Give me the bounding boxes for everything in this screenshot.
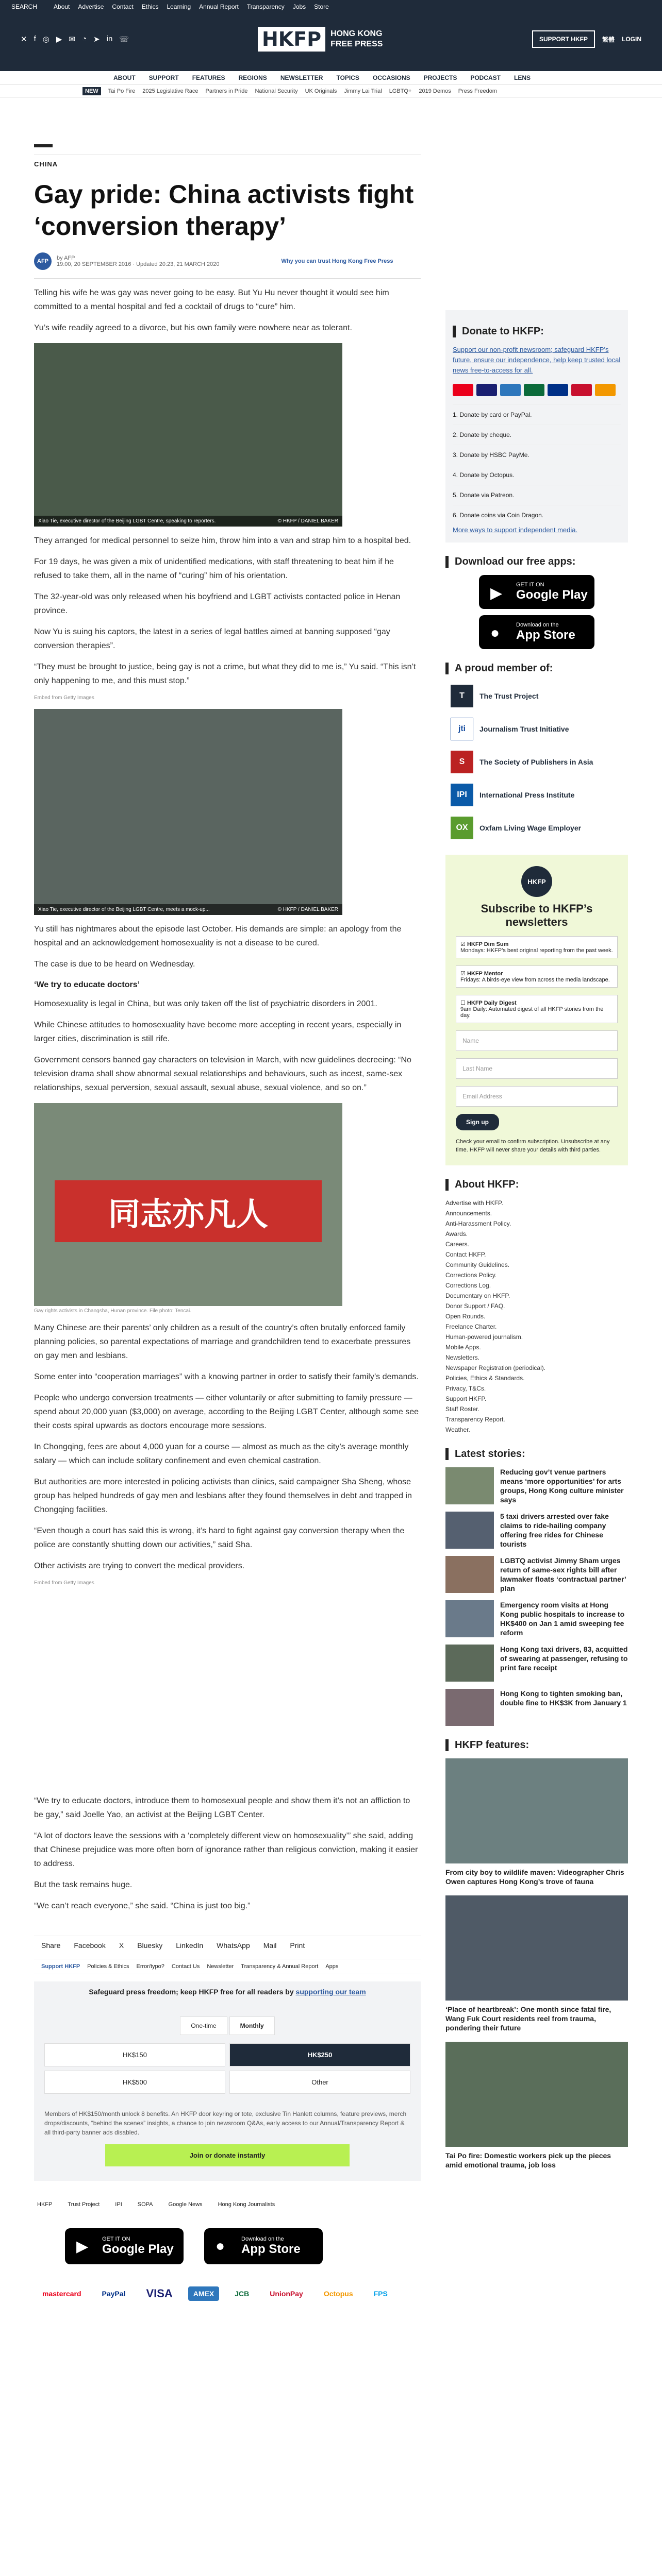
amount-options: [44, 2043, 410, 2094]
article-paragraph: They arranged for medical personnel to seize him, throw him into a van and strap him to a hospital bed.: [34, 536, 411, 545]
amount-option-selected[interactable]: HK$250: [229, 2043, 410, 2066]
language-toggle[interactable]: 繁體: [602, 36, 615, 43]
apps-title: Download our free apps:: [445, 556, 628, 568]
about-link[interactable]: Human-powered journalism.: [445, 1333, 523, 1341]
article-paragraph: “They must be brought to justice, being gay is not a crime, but what they did to me is,” Yu said. “This isn’t only happening to me, and this must stop.”: [34, 663, 416, 685]
rss-icon[interactable]: ◔: [81, 35, 87, 43]
article-paragraph: Government censors banned gay characters on television in March, with new guidelines decreeing: “No television drama shall show abnormal sexual relationships and behaviours, such as incest, same-sex relationships, sexual perversion, sexual assault, sexual abuse, sexual violence, and so on.”: [34, 1056, 411, 1092]
article-paragraph: People who undergo conversion treatments — either voluntarily or after submitting to family pressure — spend about 20,000 yuan ($3,000) on average, according to the Beijing LGBT Center, although some see their costs spiral upwards as doctors encourage more sessions.: [34, 1394, 419, 1430]
article-paragraph: While Chinese attitudes to homosexuality have become more accepting in recent years, especially in larger cities, discrimination is still rife.: [34, 1021, 402, 1043]
checkbox-icon[interactable]: ☐: [460, 1000, 466, 1006]
facebook-icon[interactable]: f: [34, 35, 36, 43]
frequency-monthly[interactable]: Monthly: [229, 2016, 275, 2035]
payment-logos: [34, 2284, 421, 2303]
member-title: A proud member of:: [445, 663, 628, 674]
newsletter-title: Subscribe to HKFP’s newsletters: [481, 902, 593, 928]
whatsapp-icon[interactable]: ☏: [119, 35, 129, 44]
amount-option[interactable]: HK$500: [44, 2071, 225, 2094]
about-link[interactable]: Community Guidelines.: [445, 1261, 510, 1268]
apps-link[interactable]: Apps: [325, 1963, 339, 1970]
member-trust-project[interactable]: T The Trust Project: [451, 685, 623, 707]
amex-logo: AMEX: [188, 2286, 219, 2301]
article-paragraph: “We can’t reach everyone,” she said. “China is just too big.”: [34, 1902, 251, 1910]
newsletter-option[interactable]: ☐ HKFP Daily Digest 9am Daily: Automated digest of all HKFP stories from the day.: [456, 995, 618, 1023]
badge[interactable]: Google News: [168, 2201, 203, 2208]
nav-lens[interactable]: LENS: [514, 74, 531, 81]
article-paragraph: Yu still has nightmares about the episode last October. His demands are simple: an apology from the hospital and an acknowledgement homosexuality is not a disease to be cured.: [34, 925, 402, 947]
support-hkfp-link[interactable]: Support HKFP: [41, 1963, 80, 1970]
trending-link[interactable]: Partners in Pride: [205, 88, 248, 94]
article: [34, 98, 421, 2303]
main-nav: [0, 71, 662, 84]
google-play-icon: ▶: [490, 585, 503, 602]
nav-support[interactable]: SUPPORT: [148, 74, 179, 81]
top-link-store[interactable]: Store: [314, 3, 329, 10]
email-input[interactable]: Email Address: [456, 1086, 618, 1107]
about-link[interactable]: Support HKFP.: [445, 1395, 487, 1402]
protest-banner: 同志亦凡人: [55, 1180, 322, 1242]
share-facebook[interactable]: Facebook: [74, 1941, 106, 1950]
newsletter-option[interactable]: ☑ HKFP Mentor Fridays: A birds-eye view from across the media landscape.: [456, 965, 618, 988]
card-logo: [571, 384, 592, 396]
donate-widget: [445, 310, 628, 543]
article-paragraph: Many Chinese are their parents’ only children as a result of the country’s often brutally enforced family planning policies, so parental expectations of marriage and grandchildren tend to exacerbate pressures on gay men and lesbians.: [34, 1324, 411, 1360]
share-x[interactable]: X: [119, 1941, 124, 1950]
card-logo: [476, 384, 497, 396]
about-link[interactable]: Staff Roster.: [445, 1405, 479, 1413]
article-paragraph: But authorities are more interested in policing activists than clinics, said campaigner Sha Sheng, whose group has helped hundreds of gay men and lesbians after they found themselves in debt and trapped in Chongqing facilities.: [34, 1478, 412, 1514]
top-link-transparency[interactable]: Transparency: [246, 3, 285, 10]
article-category[interactable]: CHINA: [34, 155, 421, 168]
getty-embed-label: Embed from Getty Images: [34, 1580, 94, 1586]
about-link[interactable]: Documentary on HKFP.: [445, 1292, 510, 1299]
about-link[interactable]: Contact HKFP.: [445, 1251, 486, 1258]
story-thumbnail[interactable]: [445, 1689, 494, 1726]
latest-story[interactable]: Emergency room visits at Hong Kong public hospitals to increase to HK$400 on Jan 1 amid sweeping fee reform: [445, 1600, 628, 1637]
article-paragraph: “Even though a court has said this is wrong, it’s hard to fight against gay conversion therapy when the police are constantly shutting down our activities,” said Sha.: [34, 1527, 405, 1549]
nav-topics[interactable]: TOPICS: [336, 74, 359, 81]
card-logo: [595, 384, 616, 396]
about-link[interactable]: Mobile Apps.: [445, 1344, 481, 1351]
donate-option[interactable]: 6. Donate coins via Coin Dragon.: [453, 505, 621, 525]
twitter-icon[interactable]: ✕: [21, 35, 27, 44]
author-name[interactable]: by AFP: [57, 255, 75, 261]
feature-image[interactable]: [445, 1895, 628, 2001]
share-bluesky[interactable]: Bluesky: [137, 1941, 163, 1950]
article-photo[interactable]: [34, 709, 342, 915]
donate-option[interactable]: 1. Donate by card or PayPal.: [453, 404, 621, 425]
google-play-icon: ▶: [76, 2238, 89, 2255]
feature-story[interactable]: Tai Po fire: Domestic workers pick up the pieces amid emotional trauma, job loss: [445, 2042, 628, 2170]
byline: [34, 252, 421, 270]
donate-banner-link[interactable]: supporting our team: [295, 1988, 366, 1996]
donate-title: Donate to HKFP:: [453, 326, 621, 337]
nav-about[interactable]: ABOUT: [113, 74, 136, 81]
sidebar-google-play-button[interactable]: ▶ GET IT ON Google Play: [479, 575, 594, 609]
amount-option[interactable]: HK$150: [44, 2043, 225, 2066]
about-list: [445, 1198, 628, 1435]
trending-new-badge: NEW: [82, 87, 101, 95]
latest-story[interactable]: Reducing gov’t venue partners means ‘more opportunities’ for arts groups, Hong Kong culture minister says: [445, 1467, 628, 1504]
latest-story[interactable]: 5 taxi drivers arrested over fake claims to ride-hailing company offering free rides for Chinese tourists: [445, 1512, 628, 1549]
article-paragraph: “We try to educate doctors, introduce them to homosexual people and show them it’s not an affliction to be gay,” said Joelle Yao, an activist at the Beijing LGBT Center.: [34, 1797, 410, 1819]
story-thumbnail[interactable]: [445, 1556, 494, 1593]
top-link-about[interactable]: About: [54, 3, 70, 10]
feature-image[interactable]: [445, 1758, 628, 1863]
share-bar: [34, 1936, 421, 1955]
about-link[interactable]: Anti-Harassment Policy.: [445, 1220, 511, 1227]
jti-icon: jti: [451, 718, 473, 740]
newsletter-option[interactable]: ☑ HKFP Dim Sum Mondays: HKFP’s best original reporting from the past week.: [456, 936, 618, 958]
octopus-logo: Octopus: [323, 2290, 353, 2298]
sidebar-app-store-button[interactable]: ● Download on the App Store: [479, 615, 594, 649]
trending-link[interactable]: 2019 Demos: [419, 88, 451, 94]
youtube-icon[interactable]: ▶: [56, 35, 62, 44]
logo-tag-line-2: FREE PRESS: [330, 40, 383, 48]
nav-features[interactable]: FEATURES: [192, 74, 225, 81]
feature-story[interactable]: From city boy to wildlife maven: Videographer Chris Owen captures Hong Kong’s trove of fauna: [445, 1758, 628, 1886]
footer-badges: [34, 2201, 421, 2208]
site-header: [0, 0, 662, 71]
story-thumbnail[interactable]: [445, 1645, 494, 1682]
logo-mark: HKFP: [258, 27, 325, 52]
trending-link[interactable]: Press Freedom: [458, 88, 497, 94]
badge[interactable]: SOPA: [137, 2201, 153, 2208]
more-ways-link[interactable]: More ways to support independent media.: [453, 526, 578, 534]
trending-link[interactable]: Jimmy Lai Trial: [344, 88, 382, 94]
about-link[interactable]: Careers.: [445, 1241, 470, 1248]
frequency-one-time[interactable]: One-time: [180, 2016, 227, 2035]
badge[interactable]: HKFP: [37, 2201, 53, 2208]
share-print[interactable]: Print: [290, 1941, 305, 1950]
top-link-contact[interactable]: Contact: [112, 3, 134, 10]
latest-story[interactable]: LGBTQ activist Jimmy Sham urges return of same-sex rights bill after lawmaker floats ‘contractual partner’ plan: [445, 1556, 628, 1593]
share-label: Share: [41, 1941, 61, 1950]
latest-story[interactable]: Hong Kong taxi drivers, 83, acquitted of swearing at passenger, refusing to print fare receipt: [445, 1645, 628, 1682]
newsletter-note: Check your email to confirm subscription. Unsubscribe at any time. HKFP will never share your details with third parties.: [456, 1139, 610, 1153]
oxfam-icon: OX: [451, 817, 473, 839]
badge[interactable]: Trust Project: [68, 2201, 100, 2208]
transparency-link[interactable]: Transparency & Annual Report: [241, 1963, 319, 1970]
top-link-jobs[interactable]: Jobs: [292, 3, 306, 10]
member-oxfam[interactable]: OX Oxfam Living Wage Employer: [451, 817, 623, 839]
article-paragraph: Other activists are trying to convert the medical providers.: [34, 1562, 245, 1570]
amount-option-other[interactable]: Other: [229, 2071, 410, 2094]
article-paragraph: Some enter into “cooperation marriages” with a knowing partner in order to satisfy their family’s demands.: [34, 1372, 419, 1381]
policies-link[interactable]: Policies & Ethics: [87, 1963, 129, 1970]
sidebar: [445, 98, 628, 2303]
visa-logo: VISA: [146, 2287, 173, 2300]
donate-options: [453, 404, 621, 525]
checkbox-icon[interactable]: ☑: [460, 941, 466, 947]
photo-caption: Gay rights activists in Changsha, Hunan province. File photo: Tencai.: [34, 1308, 191, 1314]
about-link[interactable]: Donor Support / FAQ.: [445, 1302, 505, 1310]
instagram-icon[interactable]: ◎: [42, 35, 49, 44]
site-logo[interactable]: [258, 27, 383, 52]
trending-link[interactable]: UK Originals: [305, 88, 337, 94]
article-paragraph: The case is due to be heard on Wednesday.: [34, 960, 195, 969]
newsletter-widget: [445, 855, 628, 1165]
nav-newsletter[interactable]: NEWSLETTER: [280, 74, 323, 81]
app-store-button[interactable]: ● Download on the App Store: [204, 2228, 323, 2264]
top-link-advertise[interactable]: Advertise: [78, 3, 104, 10]
trust-link[interactable]: Why you can trust Hong Kong Free Press: [281, 258, 393, 264]
getty-embed-label: Embed from Getty Images: [34, 695, 94, 701]
support-hkfp-button[interactable]: SUPPORT HKFP: [532, 30, 595, 48]
logo-tagline: [330, 29, 383, 49]
article-photo[interactable]: [34, 1103, 342, 1306]
donate-banner-text: Safeguard press freedom; keep HKFP free for all readers by: [89, 1988, 294, 1996]
mail-icon[interactable]: ✉: [69, 35, 75, 44]
article-paragraph: Telling his wife he was gay was never going to be easy. But Yu Hu never thought it would see him committed to a mental hospital and fed a cocktail of drugs to “cure” him.: [34, 289, 389, 311]
google-play-button[interactable]: ▶ GET IT ON Google Play: [65, 2228, 184, 2264]
last-name-input[interactable]: Last Name: [456, 1058, 618, 1079]
photo-credit: © HKFP / DANIEL BAKER: [277, 907, 338, 912]
card-logo: [524, 384, 544, 396]
apple-icon: ●: [490, 624, 500, 641]
title-rule: [34, 144, 53, 147]
about-link[interactable]: Announcements.: [445, 1210, 492, 1217]
article-paragraph: The 32-year-old was only released when his boyfriend and LGBT activists contacted police in Henan province.: [34, 592, 401, 615]
donate-option[interactable]: 4. Donate by Octopus.: [453, 465, 621, 485]
features-title: HKFP features:: [445, 1739, 628, 1751]
article-title: Gay pride: China activists fight ‘conversion therapy’: [34, 180, 414, 241]
photo-caption: Xiao Tie, executive director of the Beijing LGBT Centre, speaking to reporters.: [38, 518, 216, 524]
top-link-ethics[interactable]: Ethics: [141, 3, 159, 10]
checkbox-icon[interactable]: ☑: [460, 971, 466, 977]
member-ipi[interactable]: IPI International Press Institute: [451, 784, 623, 806]
article-paragraph: In Chongqing, fees are about 4,000 yuan for a course — almost as much as the city’s average monthly salary — which can include solitary confinement and even chemical castration.: [34, 1443, 409, 1465]
member-sopa[interactable]: S The Society of Publishers in Asia: [451, 751, 623, 773]
logo-tag-line-1: HONG KONG: [330, 29, 383, 38]
about-link[interactable]: Transparency Report.: [445, 1416, 505, 1423]
about-link[interactable]: Corrections Policy.: [445, 1272, 497, 1279]
search-link[interactable]: SEARCH: [11, 3, 38, 10]
nav-projects[interactable]: PROJECTS: [423, 74, 457, 81]
article-subheading: ‘We try to educate doctors’: [34, 980, 140, 989]
about-link[interactable]: Corrections Log.: [445, 1282, 491, 1289]
photo-credit: © HKFP / DANIEL BAKER: [277, 518, 338, 524]
error-link[interactable]: Error/typo?: [136, 1963, 164, 1970]
frequency-toggle: [44, 2016, 410, 2035]
card-logo: [548, 384, 568, 396]
top-link-learning[interactable]: Learning: [167, 3, 191, 10]
about-link[interactable]: Open Rounds.: [445, 1313, 486, 1320]
support-links: [34, 1959, 421, 1974]
about-link[interactable]: Weather.: [445, 1426, 470, 1433]
article-dates: 19:00, 20 SEPTEMBER 2016 · Updated 20:23, 21 MARCH 2020: [57, 261, 220, 267]
footer-app-stores: [34, 2228, 421, 2264]
name-input[interactable]: Name: [456, 1030, 618, 1051]
newsletter-logo: HKFP: [521, 866, 552, 897]
membership-benefits: Members of HK$150/month unlock 8 benefits. An HKFP door keyring or tote, exclusive Tin Hanlett columns, feature previews, merch drops/discounts, “behind the scenes” insights, a chance to join newsroom Q&As, early access to our Annual/Transparency Report & all third-party banner ads disabled.: [44, 2110, 407, 2136]
trending-link[interactable]: 2025 Legislative Race: [142, 88, 198, 94]
card-logo: [453, 384, 473, 396]
article-paragraph: Yu’s wife readily agreed to a divorce, but his own family were nowhere near as tolerant.: [34, 324, 352, 332]
story-thumbnail[interactable]: [445, 1467, 494, 1504]
badge[interactable]: IPI: [115, 2201, 122, 2208]
badge[interactable]: Hong Kong Journalists: [218, 2201, 275, 2208]
signup-button[interactable]: Sign up: [456, 1114, 499, 1130]
mastercard-logo: mastercard: [42, 2290, 81, 2298]
ipi-icon: IPI: [451, 784, 473, 806]
top-links: [54, 3, 329, 10]
share-whatsapp[interactable]: WhatsApp: [217, 1941, 250, 1950]
story-thumbnail[interactable]: [445, 1600, 494, 1637]
about-link[interactable]: Freelance Charter.: [445, 1323, 497, 1330]
author-avatar[interactable]: AFP: [34, 252, 52, 270]
join-donate-button[interactable]: Join or donate instantly: [105, 2144, 350, 2166]
share-linkedin[interactable]: LinkedIn: [176, 1941, 204, 1950]
article-paragraph: Now Yu is suing his captors, the latest in a series of legal battles aimed at banning supposed “gay conversion therapies”.: [34, 628, 390, 650]
trending-bar: [0, 84, 662, 98]
donate-banner: [34, 1981, 421, 2181]
share-mail[interactable]: Mail: [263, 1941, 277, 1950]
article-paragraph: “A lot of doctors leave the sessions with a ‘completely different view on homosexuality’” she said, adding that Chinese prejudice was more often born of ignorance rather than religious conviction, making it easier to address.: [34, 1832, 418, 1868]
fps-logo: FPS: [373, 2290, 388, 2298]
member-jti[interactable]: jti Journalism Trust Initiative: [451, 718, 623, 740]
sopa-icon: S: [451, 751, 473, 773]
newsletter-link[interactable]: Newsletter: [207, 1963, 234, 1970]
donate-option[interactable]: 2. Donate by cheque.: [453, 425, 621, 445]
card-logo: [500, 384, 521, 396]
trending-link[interactable]: Tai Po Fire: [108, 88, 136, 94]
article-photo[interactable]: [34, 343, 342, 527]
donate-banner-heading: [44, 1988, 410, 1996]
nav-regions[interactable]: REGIONS: [238, 74, 267, 81]
social-icons: [21, 35, 217, 44]
feature-image[interactable]: [445, 2042, 628, 2147]
about-title: About HKFP:: [445, 1179, 628, 1191]
donate-description-link[interactable]: Support our non-profit newsroom; safeguard HKFP’s future, ensure our independence, help keep trusted local news free-to-access for all.: [453, 346, 621, 374]
jcb-logo: JCB: [235, 2290, 250, 2298]
about-link[interactable]: Newspaper Registration (periodical).: [445, 1364, 546, 1371]
paypal-logo: PayPal: [102, 2290, 126, 2298]
card-logos: [453, 384, 621, 396]
unionpay-logo: UnionPay: [270, 2290, 303, 2298]
donate-option[interactable]: 5. Donate via Patreon.: [453, 485, 621, 505]
about-link[interactable]: Awards.: [445, 1230, 468, 1238]
nav-podcast[interactable]: PODCAST: [470, 74, 501, 81]
telegram-icon[interactable]: ➤: [93, 35, 100, 44]
login-link[interactable]: LOGIN: [622, 36, 641, 43]
trust-project-icon: T: [451, 685, 473, 707]
nav-occasions[interactable]: OCCASIONS: [372, 74, 410, 81]
about-link[interactable]: Advertise with HKFP.: [445, 1199, 503, 1207]
latest-story[interactable]: Hong Kong to tighten smoking ban, double fine to HK$3K from January 1: [445, 1689, 628, 1726]
article-paragraph: For 19 days, he was given a mix of unidentified medications, with staff threatening to beat him if he refused to take them, all in the name of “curing” him of his orientation.: [34, 557, 394, 580]
about-link[interactable]: Privacy, T&Cs.: [445, 1385, 486, 1392]
about-link[interactable]: Policies, Ethics & Standards.: [445, 1375, 525, 1382]
story-thumbnail[interactable]: [445, 1512, 494, 1549]
donate-option[interactable]: 3. Donate by HSBC PayMe.: [453, 445, 621, 465]
trending-link[interactable]: LGBTQ+: [389, 88, 412, 94]
feature-story[interactable]: ‘Place of heartbreak’: One month since fatal fire, Wang Fuk Court residents reel from trauma, pondering their future: [445, 1895, 628, 2032]
latest-title: Latest stories:: [445, 1448, 628, 1460]
contact-link[interactable]: Contact Us: [171, 1963, 200, 1970]
article-paragraph: Homosexuality is legal in China, but was only taken off the list of psychiatric disorders in 2001.: [34, 999, 377, 1008]
apple-icon: ●: [216, 2238, 225, 2255]
linkedin-icon[interactable]: in: [106, 35, 113, 43]
trending-link[interactable]: National Security: [255, 88, 298, 94]
article-paragraph: But the task remains huge.: [34, 1880, 133, 1889]
about-link[interactable]: Newsletters.: [445, 1354, 480, 1361]
photo-caption: Xiao Tie, executive director of the Beijing LGBT Centre, meets a mock-up...: [38, 907, 210, 912]
getty-embed-placeholder: [34, 1591, 421, 1787]
top-link-annual-report[interactable]: Annual Report: [199, 3, 239, 10]
